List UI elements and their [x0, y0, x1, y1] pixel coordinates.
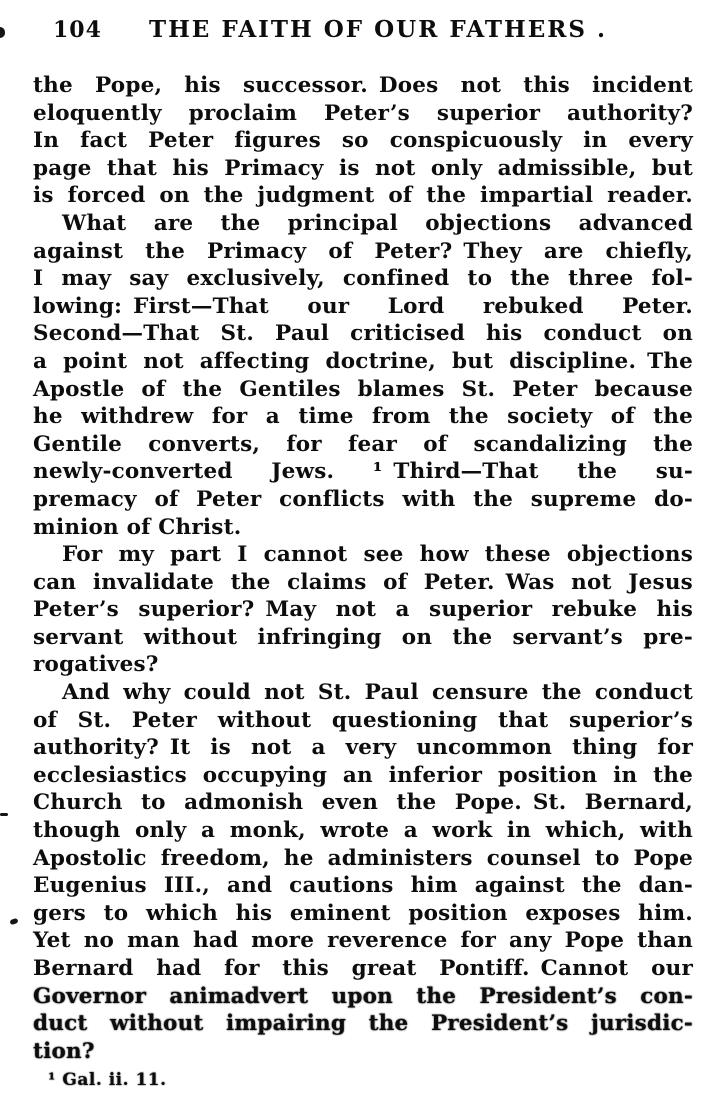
text-line: rogatives?: [33, 652, 159, 678]
text-line: In fact Peter figures so conspicuously in every: [33, 128, 693, 154]
text-line: can invalidate the claims of Peter. Was not Jesus: [33, 569, 693, 595]
text-line: authority? It is not a very uncommon thing for: [33, 735, 693, 761]
text-line: Apostle of the Gentiles blames St. Peter because: [33, 376, 693, 402]
text-line: though only a monk, wrote a work in which, with: [33, 818, 693, 844]
text-line: gers to which his eminent position exposes him.: [33, 900, 693, 926]
text-line: What are the principal objections advanced: [62, 210, 693, 236]
text-line: newly-converted Jews. ¹ Third—That the su-: [33, 459, 693, 485]
text-line: page that his Primacy is not only admissible, but: [33, 155, 693, 181]
text-line: duct without impairing the President’s jurisdic-: [33, 1011, 693, 1037]
text-line: Governor animadvert upon the President’s con-: [33, 983, 693, 1009]
text-line: Second—That St. Paul criticised his conduct on: [33, 321, 693, 347]
text-line: servant without infringing on the servant’s pre-: [33, 624, 693, 650]
ink-speck: [0, 813, 8, 816]
text-line: And why could not St. Paul censure the conduct: [62, 680, 693, 706]
text-line: ecclesiastics occupying an inferior position in the: [33, 762, 693, 788]
text-line: eloquently proclaim Peter’s superior authority?: [33, 100, 693, 126]
paragraph: [33, 541, 693, 679]
text-line: Bernard had for this great Pontiff. Cannot our: [33, 956, 693, 981]
text-line: minion of Christ.: [33, 514, 242, 540]
text-line: I may say exclusively, confined to the three fol-: [33, 266, 693, 292]
text-line: Apostolic freedom, he administers counsel to Pope: [33, 845, 693, 871]
text-line: premacy of Peter conflicts with the supreme do-: [33, 486, 693, 512]
text-line: against the Primacy of Peter? They are chiefly,: [33, 238, 693, 264]
paragraph: [33, 679, 693, 1065]
page-header: [33, 14, 693, 44]
footnote-text: ¹ Gal. ii. 11.: [48, 1070, 167, 1090]
text-line: tion?: [33, 1038, 95, 1064]
text-line: a point not affecting doctrine, but discipline. The: [33, 348, 693, 374]
text-line: of St. Peter without questioning that superior’s: [33, 707, 693, 733]
text-line: the Pope, his successor. Does not this incident: [33, 73, 693, 98]
text-line: he withdrew for a time from the society of the: [33, 404, 693, 430]
text-line: For my part I cannot see how these objections: [62, 542, 693, 568]
body-text: [33, 72, 693, 1065]
footnote: [48, 1070, 167, 1090]
text-line: Church to admonish even the Pope. St. Bernard,: [33, 790, 693, 816]
text-line: is forced on the judgment of the impartial reader.: [33, 183, 693, 209]
text-line: Yet no man had more reverence for any Pope than: [33, 928, 693, 954]
ink-speck: [9, 918, 18, 925]
text-line: Gentile converts, for fear of scandalizing the: [33, 431, 693, 457]
text-line: Eugenius III., and cautions him against the dan-: [33, 873, 693, 899]
text-line: lowing: First—That our Lord rebuked Peter.: [33, 293, 693, 319]
paragraph: [33, 210, 693, 541]
text-line: Peter’s superior? May not a superior rebuke his: [33, 597, 693, 623]
running-title: THE FAITH OF OUR FATHERS .: [148, 16, 608, 43]
paragraph: [33, 72, 693, 210]
page-number: 104: [53, 17, 102, 43]
ink-speck: [0, 27, 5, 38]
